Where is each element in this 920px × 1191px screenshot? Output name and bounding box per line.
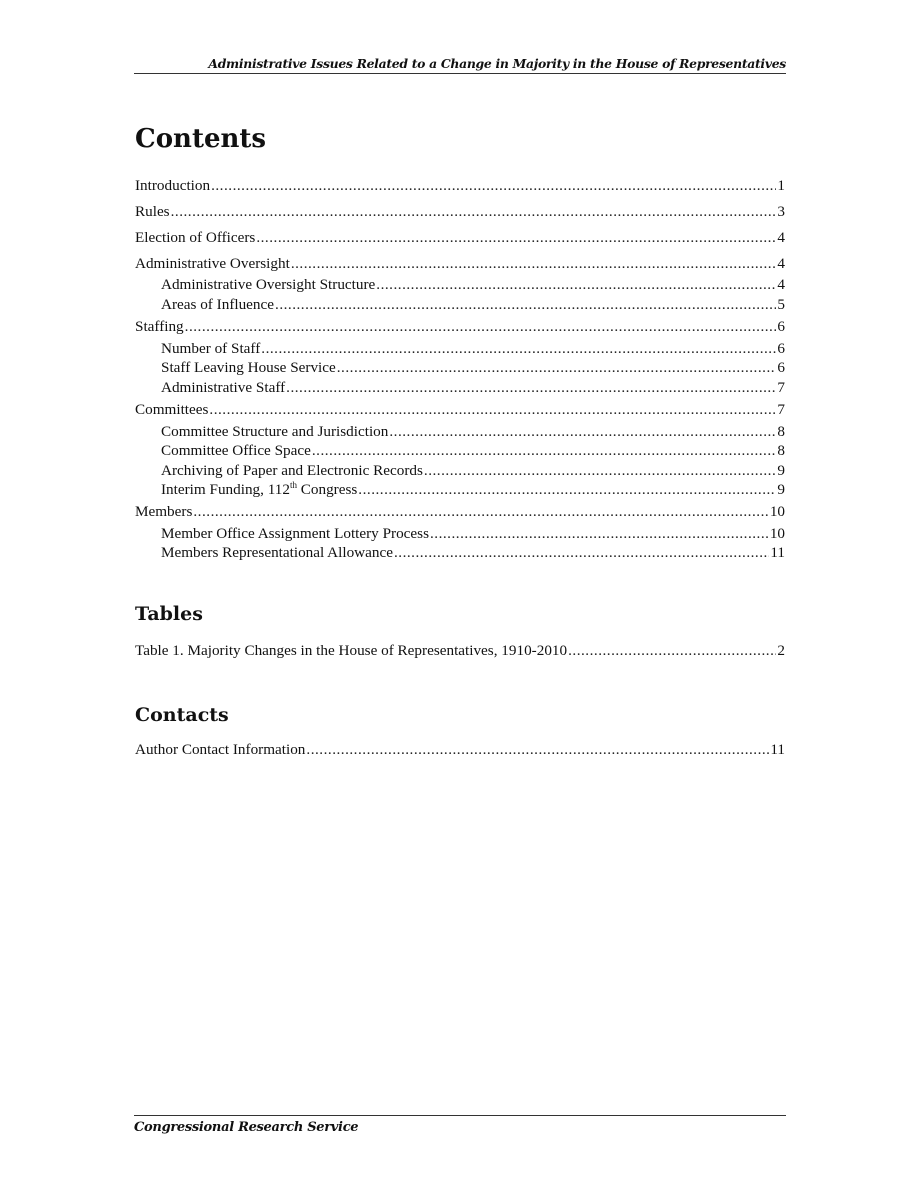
dot-leader xyxy=(209,400,776,420)
toc-page-number: 8 xyxy=(777,423,785,440)
toc-entry-title: Staff Leaving House Service xyxy=(161,359,336,376)
toc-entry-title: Administrative Oversight xyxy=(135,255,290,272)
toc-entry-committee-office-space[interactable] xyxy=(161,441,785,461)
dot-leader xyxy=(193,502,768,522)
toc-page-number: 7 xyxy=(777,379,785,396)
toc-entry-title: Table 1. Majority Changes in the House of Representatives, 1910-2010 xyxy=(135,642,568,659)
toc-title-main: Interim Funding, 112 xyxy=(161,481,290,498)
dot-leader xyxy=(185,317,777,337)
toc-entry-table-1[interactable] xyxy=(135,641,785,661)
ordinal-suffix: th xyxy=(289,479,297,490)
toc-page-number: 1 xyxy=(777,177,785,194)
dot-leader xyxy=(312,441,777,461)
toc-entry-title: Committee Office Space xyxy=(161,442,311,459)
toc-page-number: 3 xyxy=(777,203,785,220)
toc-entry-title: Rules xyxy=(135,203,170,220)
toc-entry-rules[interactable] xyxy=(135,202,785,222)
toc-page-number: 6 xyxy=(777,340,785,357)
toc-page-number: 9 xyxy=(777,462,785,479)
contents-heading: Contents xyxy=(135,124,267,154)
dot-leader xyxy=(261,339,776,359)
dot-leader xyxy=(568,641,776,661)
toc-entry-archiving-of-records[interactable] xyxy=(161,461,785,481)
toc-entry-staffing[interactable] xyxy=(135,317,785,337)
toc-entry-title: Members xyxy=(135,503,193,520)
toc-entry-title: Members Representational Allowance xyxy=(161,544,393,561)
dot-leader xyxy=(389,422,776,442)
toc-entry-title: Administrative Staff xyxy=(161,379,286,396)
toc-page-number: 10 xyxy=(769,525,785,542)
tables-heading: Tables xyxy=(135,603,203,625)
toc-title-rest: Congress xyxy=(296,481,358,498)
toc-entry-member-office-lottery[interactable] xyxy=(161,524,785,544)
toc-entry-administrative-oversight-structure[interactable] xyxy=(161,275,785,295)
toc-entry-introduction[interactable] xyxy=(135,176,785,196)
dot-leader xyxy=(171,202,777,222)
dot-leader xyxy=(291,254,777,274)
toc-entry-interim-funding[interactable] xyxy=(161,480,785,500)
toc-entry-title: Author Contact Information xyxy=(135,741,306,758)
toc-page-number: 8 xyxy=(777,442,785,459)
toc-entry-election-of-officers[interactable] xyxy=(135,228,785,248)
page-footer: Congressional Research Service xyxy=(134,1115,786,1135)
dot-leader xyxy=(211,176,776,196)
toc-entry-title: Number of Staff xyxy=(161,340,261,357)
toc-entry-members-representational-allowance[interactable] xyxy=(161,543,785,563)
toc-entry-author-contact[interactable] xyxy=(135,740,785,760)
toc-entry-title: Committee Structure and Jurisdiction xyxy=(161,423,389,440)
toc-page-number: 7 xyxy=(777,401,785,418)
toc-page-number: 6 xyxy=(777,318,785,335)
toc-entry-areas-of-influence[interactable] xyxy=(161,295,785,315)
dot-leader xyxy=(286,378,776,398)
toc-page-number: 4 xyxy=(777,255,785,272)
toc-entry-administrative-oversight[interactable] xyxy=(135,254,785,274)
contacts-heading: Contacts xyxy=(135,704,229,726)
toc-page-number: 11 xyxy=(770,741,785,758)
dot-leader xyxy=(430,524,769,544)
toc-entry-title: Staffing xyxy=(135,318,184,335)
toc-entry-title: Introduction xyxy=(135,177,211,194)
toc-page-number: 6 xyxy=(777,359,785,376)
toc-page-number: 10 xyxy=(769,503,785,520)
toc-entry-committee-structure-and-jurisdiction[interactable] xyxy=(161,422,785,442)
dot-leader xyxy=(256,228,776,248)
toc-page-number: 11 xyxy=(770,544,785,561)
toc-page-number: 4 xyxy=(777,229,785,246)
toc-page-number: 5 xyxy=(777,296,785,313)
toc-entry-number-of-staff[interactable] xyxy=(161,339,785,359)
dot-leader xyxy=(358,480,776,500)
toc-entry-administrative-staff[interactable] xyxy=(161,378,785,398)
toc-entry-title: Election of Officers xyxy=(135,229,256,246)
toc-entry-title: Archiving of Paper and Electronic Records xyxy=(161,462,423,479)
toc-entry-title: Member Office Assignment Lottery Process xyxy=(161,525,429,542)
dot-leader xyxy=(275,295,776,315)
dot-leader xyxy=(424,461,777,481)
dot-leader xyxy=(376,275,776,295)
toc-entry-staff-leaving-house-service[interactable] xyxy=(161,358,785,378)
dot-leader xyxy=(337,358,777,378)
running-header: Administrative Issues Related to a Change in Majority in the House of Representatives xyxy=(134,54,786,74)
toc-entry-title xyxy=(161,480,357,500)
toc-entry-title: Committees xyxy=(135,401,209,418)
toc-entry-title: Areas of Influence xyxy=(161,296,275,313)
toc-entry-committees[interactable] xyxy=(135,400,785,420)
dot-leader xyxy=(306,740,769,760)
toc-entry-members[interactable] xyxy=(135,502,785,522)
toc-entry-title: Administrative Oversight Structure xyxy=(161,276,376,293)
toc-page-number: 4 xyxy=(777,276,785,293)
toc-page-number: 2 xyxy=(777,642,785,659)
dot-leader xyxy=(394,543,769,563)
toc-page-number: 9 xyxy=(777,481,785,498)
